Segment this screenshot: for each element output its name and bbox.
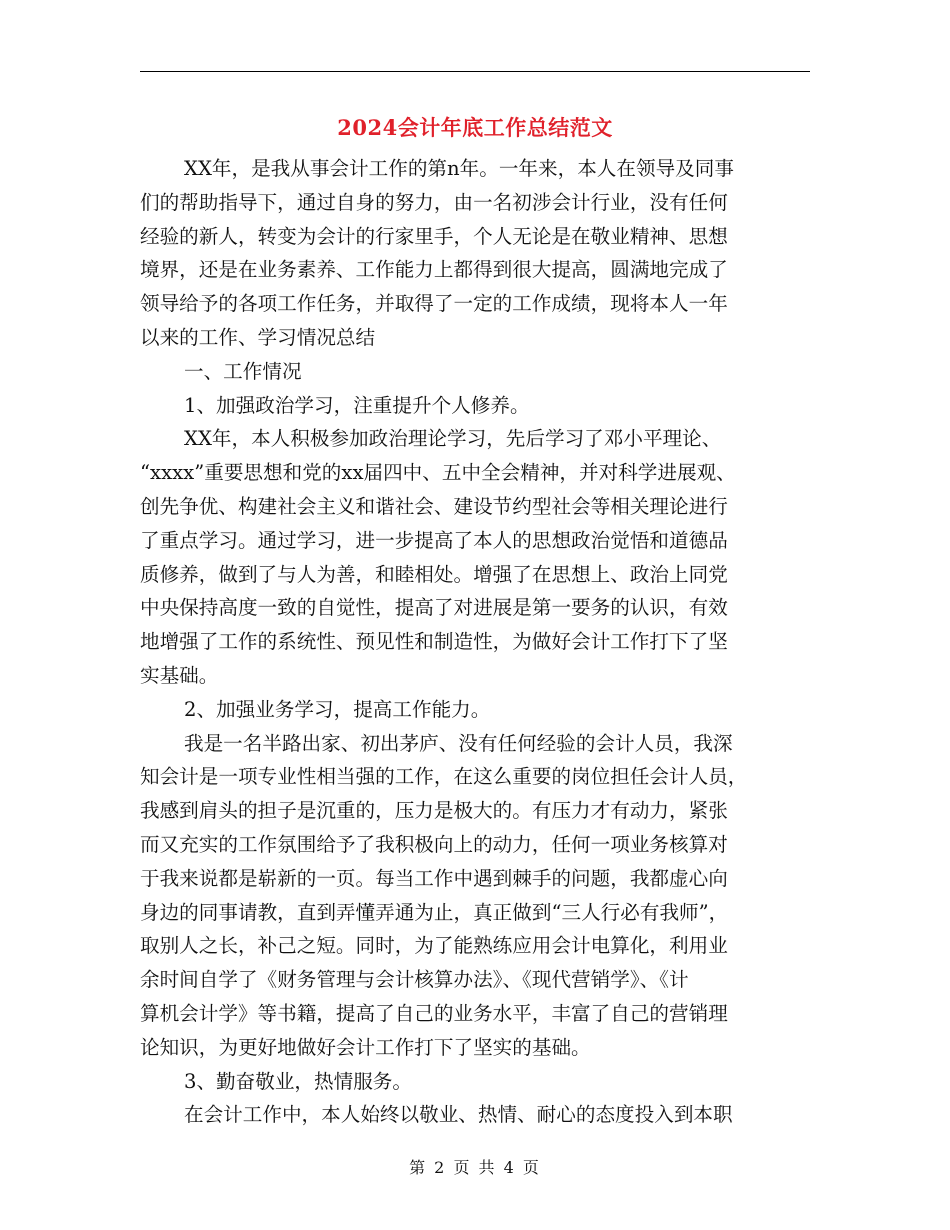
- paragraph-line: “xxxx”重要思想和党的xx届四中、五中全会精神，并对科学进展观、: [140, 461, 736, 485]
- document-body: [140, 152, 812, 1132]
- paragraph-line: 我感到肩头的担子是沉重的，压力是极大的。有压力才有动力，紧张: [140, 799, 728, 823]
- paragraph-line: 余时间自学了《财务管理与会计核算办法》、《现代营销学》、《计: [140, 968, 689, 992]
- paragraph-line: 们的帮助指导下，通过自身的努力，由一名初涉会计行业，没有任何: [140, 190, 728, 214]
- paragraph-line: 经验的新人，转变为会计的行家里手，个人无论是在敬业精神、思想: [140, 224, 728, 248]
- paragraph-line: 实基础。: [140, 663, 219, 687]
- subsection-heading: 1、加强政治学习，注重提升个人修养。: [184, 393, 530, 417]
- document-title: 2024会计年底工作总结范文: [337, 115, 613, 140]
- paragraph-line: 取别人之长，补己之短。同时，为了能熟练应用会计电算化，利用业: [140, 934, 728, 958]
- paragraph-line: 领导给予的各项工作任务，并取得了一定的工作成绩，现将本人一年: [140, 292, 728, 316]
- subsection-heading: 2、加强业务学习，提高工作能力。: [184, 697, 491, 721]
- paragraph-line: 在会计工作中，本人始终以敬业、热情、耐心的态度投入到本职: [184, 1103, 733, 1127]
- paragraph-line: 境界，还是在业务素养、工作能力上都得到很大提高，圆满地完成了: [140, 258, 728, 282]
- paragraph-line: 质修养，做到了与人为善，和睦相处。增强了在思想上、政治上同党: [140, 562, 728, 586]
- paragraph-line: 了重点学习。通过学习，进一步提高了本人的思想政治觉悟和道德品: [140, 528, 728, 552]
- section-heading: 一、工作情况: [184, 359, 302, 383]
- paragraph-line: 我是一名半路出家、初出茅庐、没有任何经验的会计人员，我深: [184, 731, 733, 755]
- paragraph-line: 身边的同事请教，直到弄懂弄通为止，真正做到“三人行必有我师”，: [140, 900, 729, 924]
- paragraph-line: 创先争优、构建社会主义和谐社会、建设节约型社会等相关理论进行: [140, 494, 728, 518]
- paragraph-line: 地增强了工作的系统性、预见性和制造性，为做好会计工作打下了坚: [140, 630, 728, 654]
- paragraph-line: XX年，是我从事会计工作的第n年。一年来，本人在领导及同事: [184, 157, 734, 180]
- paragraph-line: 算机会计学》等书籍，提高了自己的业务水平，丰富了自己的营销理: [140, 1001, 728, 1025]
- page-number: 第 2 页 共 4 页: [409, 1158, 541, 1177]
- paragraph-line: 知会计是一项专业性相当强的工作，在这么重要的岗位担任会计人员，: [140, 765, 748, 789]
- header-rule: [140, 71, 810, 72]
- subsection-heading: 3、勤奋敬业，热情服务。: [184, 1069, 412, 1093]
- paragraph-line: 于我来说都是崭新的一页。每当工作中遇到棘手的问题，我都虚心向: [140, 866, 728, 890]
- paragraph-line: 论知识，为更好地做好会计工作打下了坚实的基础。: [140, 1035, 591, 1059]
- paragraph-line: 而又充实的工作氛围给予了我积极向上的动力，任何一项业务核算对: [140, 832, 728, 856]
- paragraph-line: 中央保持高度一致的自觉性，提高了对进展是第一要务的认识，有效: [140, 596, 728, 620]
- paragraph-line: 以来的工作、学习情况总结: [140, 325, 376, 349]
- paragraph-line: XX年，本人积极参加政治理论学习，先后学习了邓小平理论、: [184, 427, 722, 451]
